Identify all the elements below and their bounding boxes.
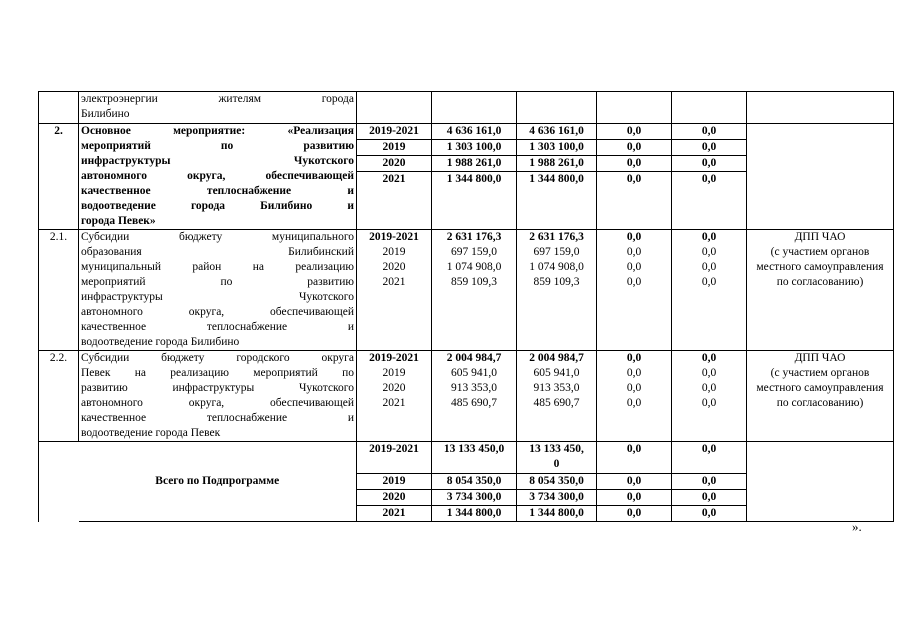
table-row [39,351,894,442]
activity-name: Субсидии бюджету муниципального образования Билибинский муниципальный район на реализацию мероприятий по развитию инфраструктуры Чукотского автономного округа, обеспечивающей качественное теплоснабжение и водоотведение города Билибино [79,230,357,351]
continuation-row [39,92,894,124]
row-index: 2. [39,124,79,230]
table-row: 2019 1 303 100,0 1 303 100,0 0,0 0,0 [39,140,894,156]
table-row: 2021 1 344 800,0 1 344 800,0 0,0 0,0 [39,172,894,230]
table-row: 2020 1 988 261,0 1 988 261,0 0,0 0,0 [39,156,894,172]
table-row [39,230,894,351]
period-cell: 2019-2021 2019 2020 2021 [357,351,432,442]
activity-name: Основное мероприятие: «Реализация мероприятий по развитию инфраструктуры Чукотского автономного округа, обеспечивающей качественное теплоснабжение и водоотведение города Билибино и города Певек» [79,124,357,230]
other-sources-cell: 0,0 [672,124,747,140]
okrug-budget-cell: 2 004 984,7 605 941,0 913 353,0 485 690,7 [517,351,597,442]
total-cell: 4 636 161,0 [432,124,517,140]
federal-budget-cell: 0,0 [597,124,672,140]
period-cell: 2019-2021 2019 2020 2021 [357,230,432,351]
total-row: 2020 3 734 300,0 3 734 300,0 0,0 0,0 [39,490,894,506]
okrug-budget-cell: 2 631 176,3 697 159,0 1 074 908,0 859 109,3 [517,230,597,351]
total-label: Всего по Подпрограмме [79,442,357,522]
total-okrug-cell: 13 133 450, 0 [517,442,597,474]
row-index: 2.1. [39,230,79,351]
total-cell: 2 004 984,7 605 941,0 913 353,0 485 690,7 [432,351,517,442]
total-row: Всего по Подпрограмме 2019-2021 13 133 450,0 13 133 450, 0 0,0 0,0 [39,442,894,474]
executor-cell: ДПП ЧАО (с участием органов местного самоуправления по согласованию) [747,230,894,351]
total-executor-cell [747,442,894,522]
other-sources-cell: 0,0 0,0 0,0 0,0 [672,230,747,351]
executor-cell [747,124,894,230]
total-cell: 2 631 176,3 697 159,0 1 074 908,0 859 109,3 [432,230,517,351]
activity-name: Субсидии бюджету городского округа Певек на реализацию мероприятий по развитию инфраструктуры Чукотского автономного округа, обеспечивающей качественное теплоснабжение и водоотведение города Певек [79,351,357,442]
executor-cell: ДПП ЧАО (с участием органов местного самоуправления по согласованию) [747,351,894,442]
other-sources-cell: 0,0 0,0 0,0 0,0 [672,351,747,442]
closing-quote-mark: ». [852,519,862,534]
total-row: 2019 8 054 350,0 8 054 350,0 0,0 0,0 [39,474,894,490]
table-row [39,124,894,140]
program-table [38,91,894,522]
row-index: 2.2. [39,351,79,442]
period-cell: 2019-2021 [357,124,432,140]
okrug-budget-cell: 4 636 161,0 [517,124,597,140]
continuation-name: электроэнергии жителям города Билибино [79,92,357,124]
total-row: 2021 1 344 800,0 1 344 800,0 0,0 0,0 [39,506,894,522]
federal-budget-cell: 0,0 0,0 0,0 0,0 [597,351,672,442]
federal-budget-cell: 0,0 0,0 0,0 0,0 [597,230,672,351]
total-sum-cell: 13 133 450,0 [432,442,517,474]
